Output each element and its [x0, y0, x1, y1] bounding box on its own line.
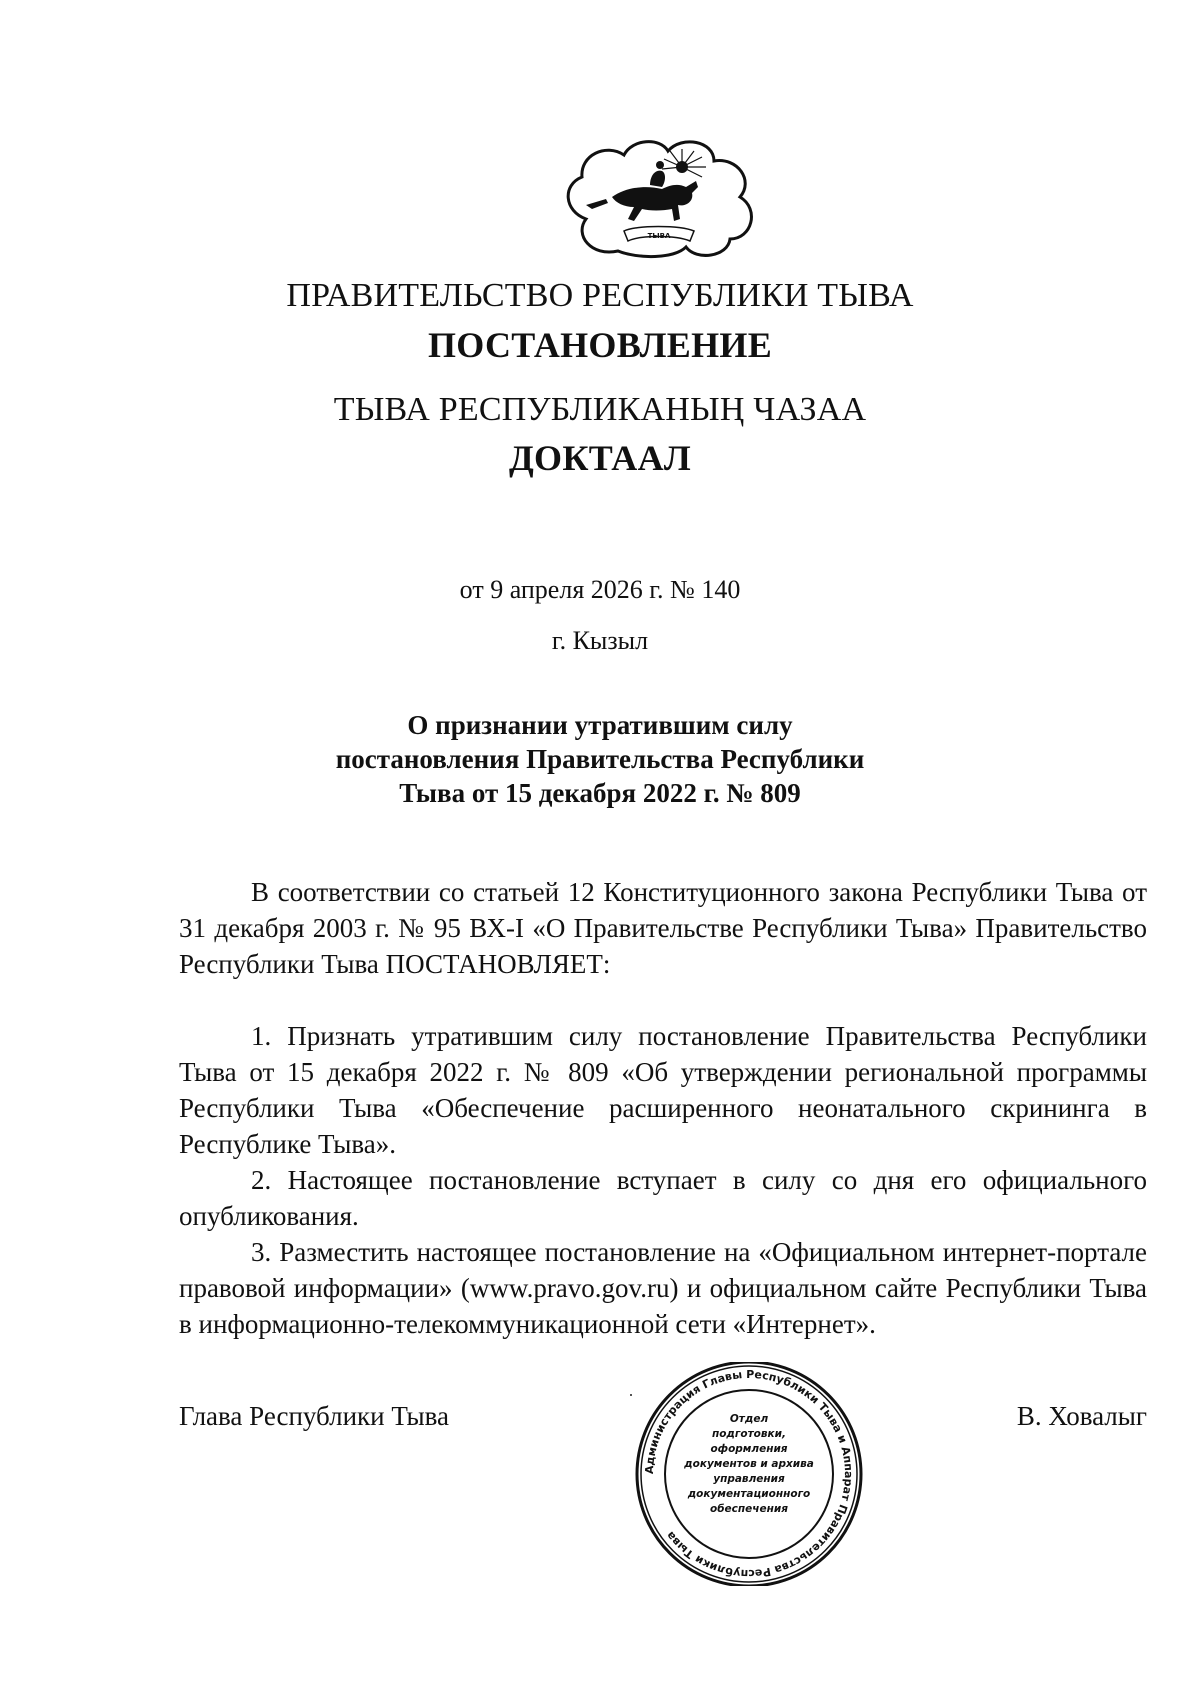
svg-text:документационного: документационного: [687, 1488, 811, 1500]
document-type-tyv: ДОКТААЛ: [508, 438, 691, 478]
government-name-tyv: ТЫВА РЕСПУБЛИКАНЫҢ ЧАЗАА: [333, 391, 867, 428]
stamp-outer-text: Администрация Главы Республики Тыва и Аппарат Правительства Республики Тыва: [642, 1367, 856, 1581]
document-city: г. Кызыл: [551, 626, 649, 655]
official-stamp: [628, 1362, 870, 1586]
title-line-3: Тыва от 15 декабря 2022 г. № 809: [399, 778, 801, 808]
title-line-2: постановления Правительства Республики: [335, 744, 865, 774]
document-title: [0, 708, 1200, 810]
signatory-position: Глава Республики Тыва: [179, 1401, 450, 1431]
item-paragraph-3: 3. Разместить настоящее постановление на «Официальном интернет-портале правовой информации» (www.pravo.gov.ru) и официальном сайте Республики Тыва в информационно-телекоммуникационной сети «Интернет».: [179, 1237, 1147, 1339]
item-paragraph-2: 2. Настоящее постановление вступает в силу со дня его официального опубликования.: [179, 1165, 1147, 1231]
svg-text:обеспечения: обеспечения: [710, 1503, 788, 1515]
government-name-ru: ПРАВИТЕЛЬСТВО РЕСПУБЛИКИ ТЫВА: [286, 277, 914, 314]
tuva-coat-of-arms-icon: [546, 135, 772, 259]
svg-text:управления: управления: [713, 1473, 785, 1485]
item-paragraph-1: 1. Признать утратившим силу постановление Правительства Республики Тыва от 15 декабря 2022 г. № 809 «Об утверждении региональной программы Республики Тыва «Обеспечение расширенного неонатального скрининга в Республике Тыва».: [179, 1021, 1147, 1159]
svg-text:Отдел: Отдел: [729, 1413, 769, 1425]
emblem-banner-text: ТЫВА: [647, 232, 671, 240]
svg-text:оформления: оформления: [710, 1443, 788, 1455]
stamp-inner-text: [683, 1413, 814, 1515]
preamble-paragraph: В соответствии со статьей 12 Конституционного закона Республики Тыва от 31 декабря 2003 г. № 95 ВХ-I «О Правительстве Республики Тыва» Правительство Республики Тыва ПОСТАНОВЛЯЕТ:: [179, 877, 1147, 979]
signatory-name: В. Ховалыг: [1016, 1401, 1147, 1431]
document-date-number: от 9 апреля 2026 г. № 140: [459, 575, 741, 604]
svg-text:подготовки,: подготовки,: [711, 1428, 787, 1440]
svg-text:документов и архива: документов и архива: [684, 1458, 814, 1470]
title-line-1: О признании утратившим силу: [407, 710, 793, 740]
document-body: [179, 874, 1147, 1342]
document-type-ru: ПОСТАНОВЛЕНИЕ: [427, 325, 773, 365]
